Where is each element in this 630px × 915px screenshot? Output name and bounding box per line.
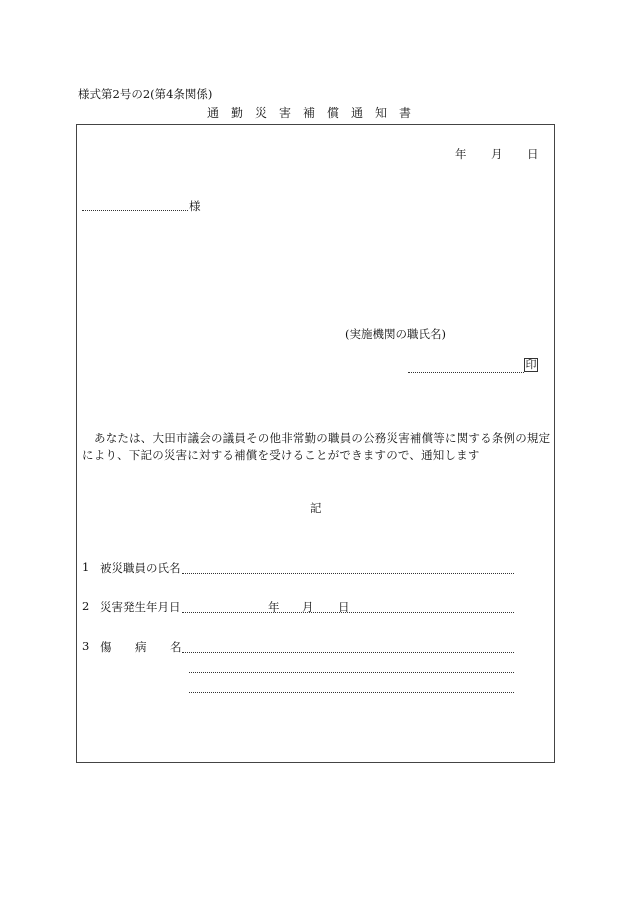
notice-body-text: あなたは、大田市議会の議員その他非常勤の職員の公務災害補償等に関する条例の規定により、下記の災害に対する補償を受けることができますので、通知します <box>82 431 551 462</box>
item3-label-char: 病 <box>135 640 147 654</box>
item3-label-char: 名 <box>170 640 182 654</box>
item2-year-label: 年 <box>268 600 280 614</box>
item3-label-char: 傷 <box>100 640 112 654</box>
item1-fill-line <box>182 573 514 574</box>
item3-number: 3 <box>82 639 90 653</box>
item2-month-label: 月 <box>302 600 314 614</box>
date-month-label: 月 <box>491 147 503 161</box>
item2-day-label: 日 <box>338 600 350 614</box>
item2-number: 2 <box>82 599 90 613</box>
item3-fill-line-3 <box>189 692 514 693</box>
item3-fill-line-2 <box>189 672 514 673</box>
date-year-label: 年 <box>455 147 467 161</box>
item1-number: 1 <box>82 560 90 574</box>
seal-mark: 印 <box>525 358 537 371</box>
item1-label: 被災職員の氏名 <box>100 561 181 575</box>
date-day-label: 日 <box>527 147 539 161</box>
addressee-suffix: 様 <box>189 199 201 213</box>
form-label: 様式第2号の2(第4条関係) <box>78 87 213 101</box>
agency-label: (実施機関の職氏名) <box>345 327 446 341</box>
document-title: 通勤災害補償通知書 <box>206 106 423 120</box>
ki-heading: 記 <box>310 501 322 515</box>
agency-name-line <box>408 372 524 373</box>
item3-fill-line-1 <box>182 652 514 653</box>
item2-label: 災害発生年月日 <box>100 600 181 614</box>
addressee-name-line <box>82 210 188 211</box>
